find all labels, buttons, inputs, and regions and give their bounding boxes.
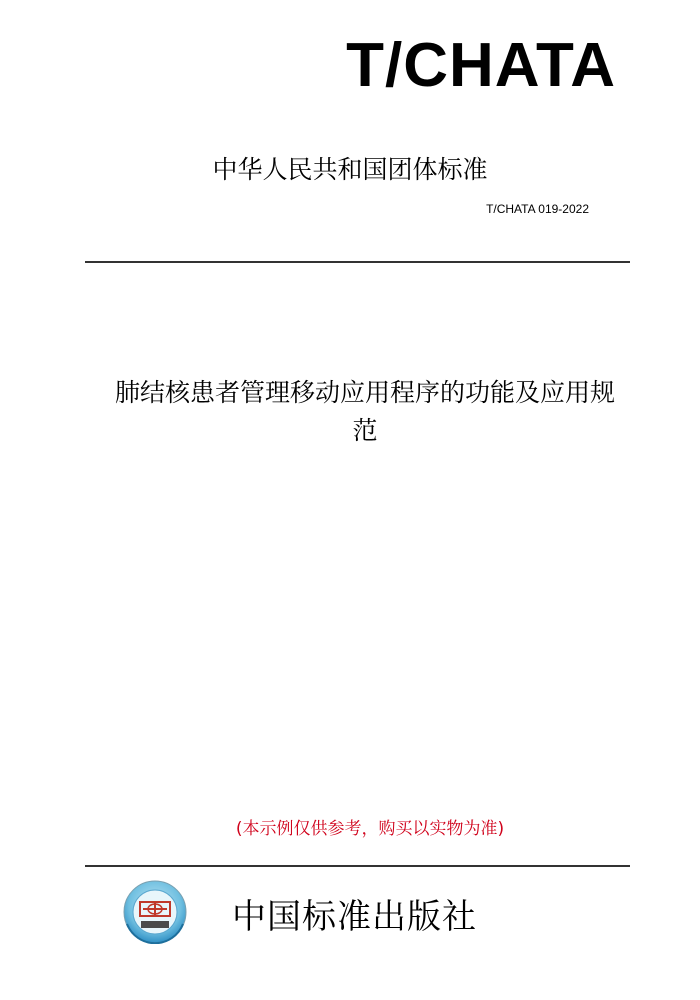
publisher-seal-icon [123, 880, 187, 944]
standard-category: 中华人民共和国团体标准 [212, 155, 488, 184]
document-title [0, 374, 700, 450]
title-line-2: 范 [352, 416, 378, 445]
standard-number: T/CHATA 019-2022 [486, 202, 589, 216]
title-line-1: 肺结核患者管理移动应用程序的功能及应用规 [114, 378, 615, 407]
bottom-divider [85, 865, 630, 867]
standard-code-heading: T/CHATA [346, 31, 616, 100]
sample-notice: (本示例仅供参考，购买以实物为准) [235, 819, 505, 839]
publisher-name: 中国标准出版社 [232, 897, 477, 937]
top-divider [85, 261, 630, 263]
